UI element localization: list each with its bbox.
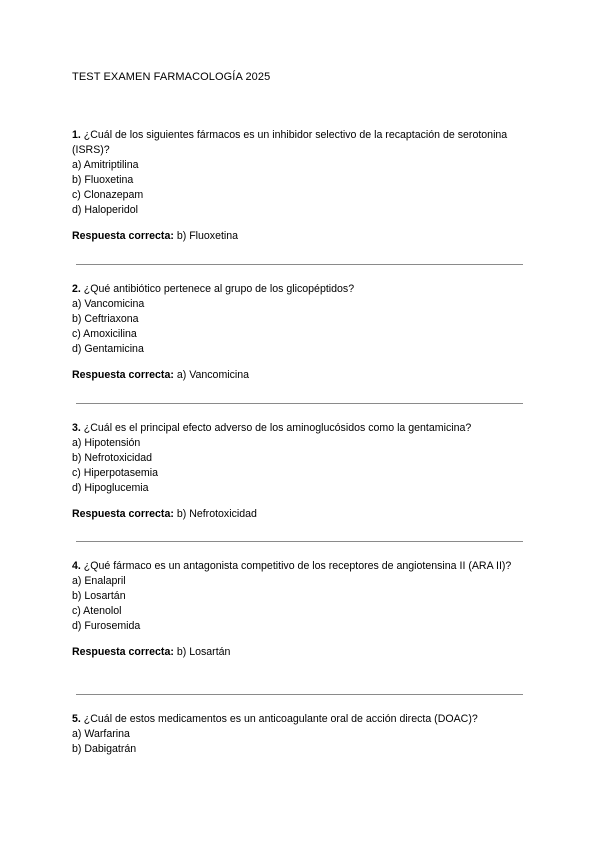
- option-b: b) Nefrotoxicidad: [72, 452, 153, 464]
- answer-label: Respuesta correcta:: [72, 508, 174, 520]
- answer-value: b) Nefrotoxicidad: [176, 508, 257, 520]
- option-a: a) Vancomicina: [72, 298, 145, 310]
- document-title: TEST EXAMEN FARMACOLOGÍA 2025: [72, 71, 271, 83]
- answer-label: Respuesta correcta:: [72, 230, 174, 242]
- correct-answer: [72, 645, 512, 660]
- divider: [76, 541, 523, 542]
- option-a: a) Warfarina: [72, 728, 130, 740]
- question-2: [72, 282, 512, 383]
- correct-answer: [72, 229, 512, 244]
- option-b: b) Ceftriaxona: [72, 313, 139, 325]
- answer-value: b) Fluoxetina: [176, 230, 239, 242]
- divider: [76, 264, 523, 265]
- question-number: 4.: [72, 560, 81, 572]
- option-b: b) Dabigatrán: [72, 743, 137, 755]
- question-prompt: ¿Cuál es el principal efecto adverso de los aminoglucósidos como la gentamicina?: [83, 422, 472, 434]
- option-b: b) Losartán: [72, 590, 126, 602]
- correct-answer: [72, 368, 512, 383]
- question-number: 1.: [72, 129, 81, 141]
- question-text: [72, 421, 512, 436]
- option-d: d) Hipoglucemia: [72, 482, 149, 494]
- question-prompt: ¿Cuál de los siguientes fármacos es un inhibidor selectivo de la recaptación de serotonina (ISRS)?: [72, 129, 508, 156]
- answer-value: a) Vancomicina: [176, 369, 250, 381]
- answer-label: Respuesta correcta:: [72, 369, 174, 381]
- answer-label: Respuesta correcta:: [72, 646, 174, 658]
- question-prompt: ¿Qué antibiótico pertenece al grupo de los glicopéptidos?: [83, 283, 355, 295]
- question-1: [72, 128, 512, 244]
- divider: [76, 403, 523, 404]
- question-prompt: ¿Cuál de estos medicamentos es un anticoagulante oral de acción directa (DOAC)?: [83, 713, 478, 725]
- divider: [76, 694, 523, 695]
- question-text: [72, 559, 512, 574]
- option-d: d) Haloperidol: [72, 204, 138, 216]
- option-b: b) Fluoxetina: [72, 174, 134, 186]
- question-prompt: ¿Qué fármaco es un antagonista competitivo de los receptores de angiotensina II (ARA II)?: [83, 560, 512, 572]
- question-3: [72, 421, 512, 522]
- option-a: a) Enalapril: [72, 575, 126, 587]
- question-text: [72, 712, 512, 727]
- question-5: [72, 712, 512, 757]
- question-number: 2.: [72, 283, 81, 295]
- option-d: d) Furosemida: [72, 620, 141, 632]
- option-c: c) Clonazepam: [72, 189, 144, 201]
- option-d: d) Gentamicina: [72, 343, 144, 355]
- question-4: [72, 559, 512, 660]
- question-text: [72, 128, 512, 158]
- question-number: 5.: [72, 713, 81, 725]
- option-c: c) Atenolol: [72, 605, 122, 617]
- option-a: a) Amitriptilina: [72, 159, 139, 171]
- question-text: [72, 282, 512, 297]
- correct-answer: [72, 507, 512, 522]
- answer-value: b) Losartán: [176, 646, 231, 658]
- option-c: c) Amoxicilina: [72, 328, 137, 340]
- option-a: a) Hipotensión: [72, 437, 141, 449]
- question-number: 3.: [72, 422, 81, 434]
- option-c: c) Hiperpotasemia: [72, 467, 158, 479]
